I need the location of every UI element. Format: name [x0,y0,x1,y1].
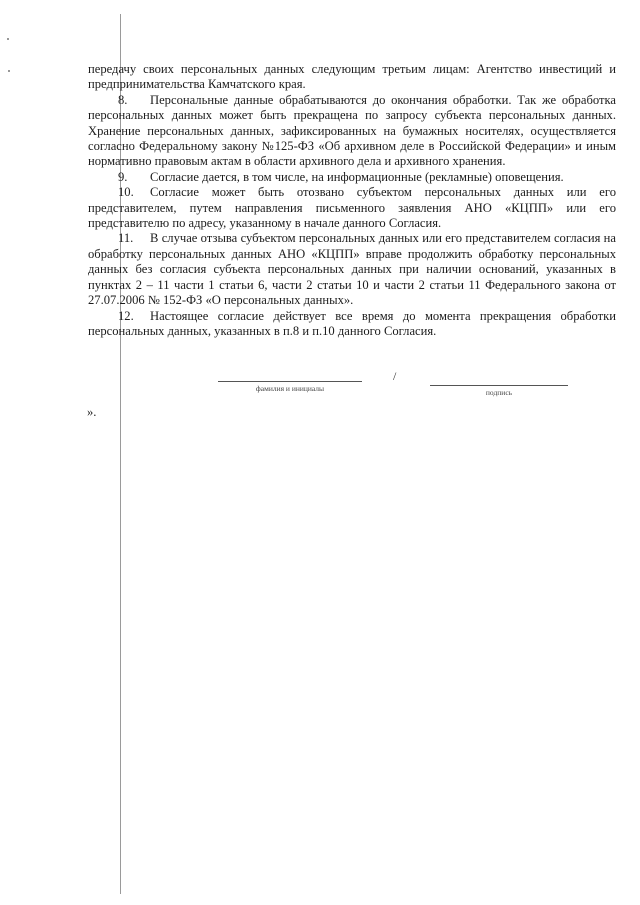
paragraph-text: Согласие может быть отозвано субъектом персональных данных или его представителем, путем направления письменного заявления АНО «КЦПП» или его представителю по адресу, указанному в начале данного Согласия. [88,185,616,231]
paragraph-9 [88,170,616,185]
paragraph-text: Настоящее согласие действует все время до момента прекращения обработки персональных данных, указанных в п.8 и п.10 данного Согласия. [88,308,616,338]
paragraph-text: Согласие дается, в том числе, на информационные (рекламные) оповещения. [150,169,564,184]
paragraph-text: передачу своих персональных данных следующим третьим лицам: Агентство инвестиций и предпринимательства Камчатского края. [88,62,616,92]
paragraph-number: 10. [118,185,134,200]
signature-line [430,385,568,386]
paragraph-continuation [88,62,616,93]
name-signature-line [218,381,362,382]
signature-separator: / [393,369,397,383]
paragraph-12 [88,309,616,340]
paragraph-text: В случае отзыва субъектом персональных данных или его представителем согласия на обработку персональных данных АНО «КЦПП» вправе продолжить обработку персональных данных без согласия субъекта персональных данных при наличии оснований, указанных в пунктах 2 – 11 части 1 статьи 6, части 2 статьи 10 и части 2 статьи 11 Федерального закона от 27.07.2006 № 152-ФЗ «О персональных данных». [88,231,616,308]
name-caption: фамилия и инициалы [255,384,325,393]
paragraph-number: 9. [118,169,128,184]
paragraph-8 [88,93,616,170]
scan-speck [7,38,9,40]
document-body [88,62,616,339]
paragraph-11 [88,231,616,308]
paragraph-number: 11. [118,231,134,246]
signature-block [0,369,640,403]
paragraph-10 [88,185,616,231]
paragraph-number: 8. [118,92,128,107]
paragraph-number: 12. [118,308,134,323]
signature-caption: подпись [485,388,513,397]
closing-quote: ». [87,405,97,419]
scan-speck [8,70,10,72]
paragraph-text: Персональные данные обрабатываются до окончания обработки. Так же обработка персональных данных может быть прекращена по запросу субъекта персональных данных. Хранение персональных данных, зафиксированных на бумажных носителях, осуществляется согласно Федеральному закону №125-ФЗ «Об архивном деле в Российской Федерации» и иным нормативно правовым актам в области архивного дела и архивного хранения. [88,92,616,169]
